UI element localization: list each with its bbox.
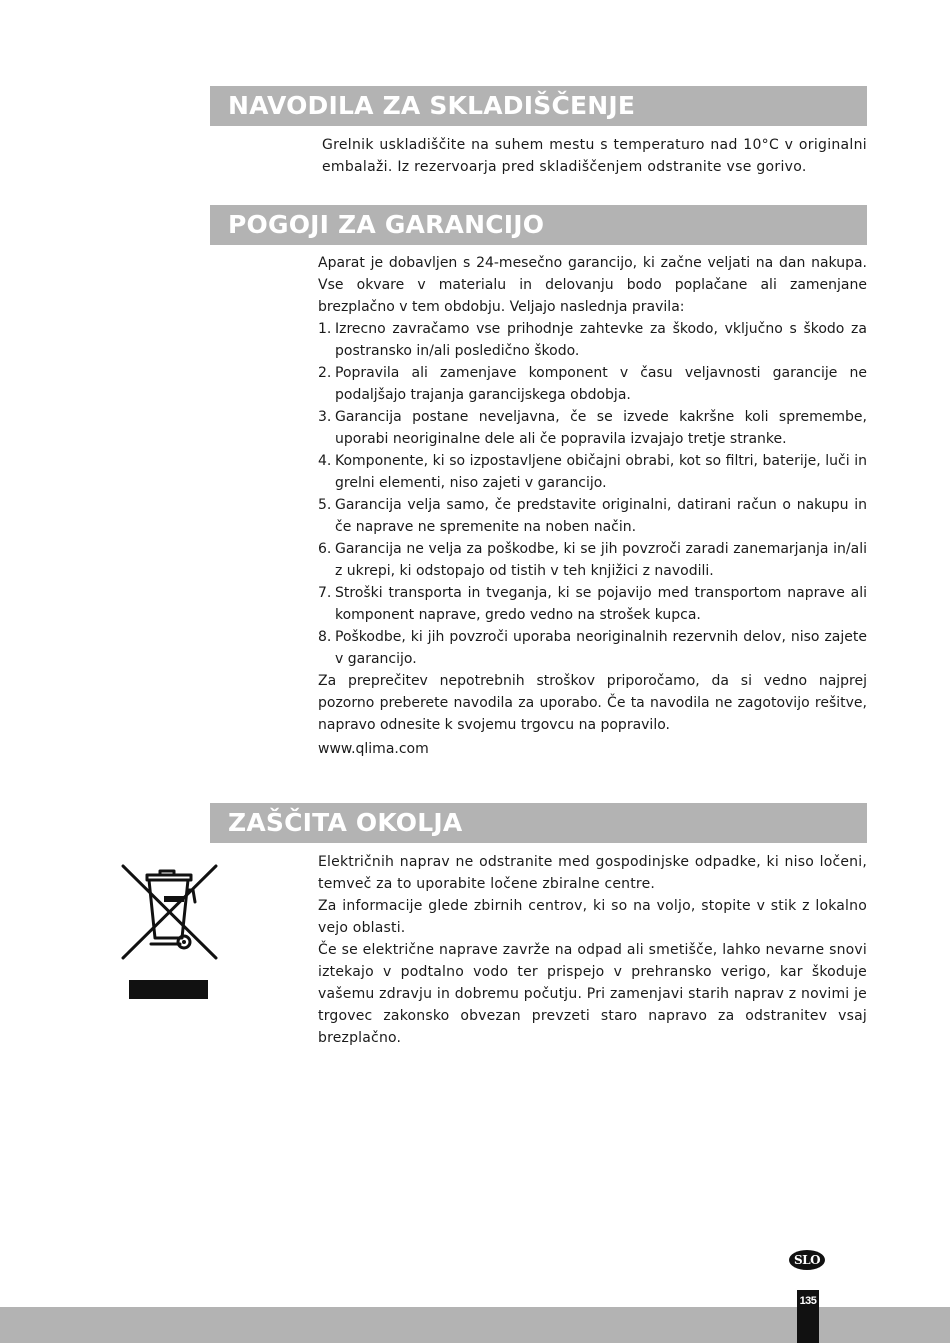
warranty-rule bbox=[318, 494, 867, 538]
rule-text: Izrecno zavračamo vse prihodnje zahtevke za škodo, vključno s škodo za postransko in/ali posledično škodo. bbox=[335, 321, 867, 359]
environment-heading: ZAŠČITA OKOLJA bbox=[210, 803, 867, 843]
warranty-heading: POGOJI ZA GARANCIJO bbox=[210, 205, 867, 245]
warranty-rule bbox=[318, 626, 867, 670]
language-badge: SLO bbox=[789, 1250, 825, 1270]
rule-number: 1. bbox=[318, 321, 332, 337]
environment-paragraph: Za informacije glede zbirnih centrov, ki so na voljo, stopite v stik z lokalno vejo oblasti. bbox=[318, 898, 867, 936]
website-url: www.qlima.com bbox=[318, 741, 429, 757]
storage-paragraph: Grelnik uskladiščite na suhem mestu s temperaturo nad 10°C v originalni embalaži. Iz rezervoarja pred skladiščenjem odstranite vse gorivo. bbox=[322, 137, 867, 175]
warranty-rule bbox=[318, 450, 867, 494]
warranty-intro: Aparat je dobavljen s 24-mesečno garancijo, ki začne veljati na dan nakupa. Vse okvare v materialu in delovanju bodo poplačane ali zamenjane brezplačno v tem obdobju. Veljajo naslednja pravila: bbox=[318, 255, 867, 315]
warranty-rule bbox=[318, 538, 867, 582]
rule-text: Komponente, ki so izpostavljene običajni obrabi, kot so filtri, baterije, luči in grelni elementi, niso zajeti v garancijo. bbox=[335, 453, 867, 491]
rule-text: Garancija postane neveljavna, če se izvede kakršne koli spremembe, uporabi neoriginalne dele ali če popravila izvajajo tretje stranke. bbox=[335, 409, 867, 447]
environment-paragraph: Če se električne naprave zavrže na odpad ali smetišče, lahko nevarne snovi iztekajo v podtalno vodo ter prispejo v prehransko verigo, kar škoduje vašemu zdravju in dobremu počutju. Pri zamenjavi starih naprav z novimi je trgovec zakonsko obvezan prevzeti staro napravo za odstranitev vsaj brezplačno. bbox=[318, 942, 867, 1046]
rule-number: 5. bbox=[318, 497, 332, 513]
rule-number: 8. bbox=[318, 629, 332, 645]
warranty-rule bbox=[318, 362, 867, 406]
storage-heading: NAVODILA ZA SKLADIŠČENJE bbox=[210, 86, 867, 126]
rule-text: Stroški transporta in tveganja, ki se pojavijo med transportom naprave ali komponent naprave, gredo vedno na strošek kupca. bbox=[335, 585, 867, 623]
rule-text: Popravila ali zamenjave komponent v času veljavnosti garancije ne podaljšajo trajanja garancijskega obdobja. bbox=[335, 365, 867, 403]
rule-number: 7. bbox=[318, 585, 332, 601]
storage-text-block bbox=[322, 134, 867, 178]
warranty-closing: Za preprečitev nepotrebnih stroškov priporočamo, da si vedno najprej pozorno preberete navodila za uporabo. Če ta navodila ne zagotovijo rešitve, napravo odnesite k svojemu trgovcu na popravilo. bbox=[318, 673, 867, 733]
warranty-text-block bbox=[318, 252, 867, 760]
rule-number: 6. bbox=[318, 541, 332, 557]
environment-text-block bbox=[318, 851, 867, 1049]
rule-number: 2. bbox=[318, 365, 332, 381]
warranty-rule bbox=[318, 582, 867, 626]
rule-number: 4. bbox=[318, 453, 332, 469]
environment-paragraph: Električnih naprav ne odstranite med gospodinjske odpadke, ki niso ločeni, temveč za to uporabite ločene zbiralne centre. bbox=[318, 854, 867, 892]
rule-text: Garancija velja samo, če predstavite originalni, datirani račun o nakupu in če naprave ne spremenite na noben način. bbox=[335, 497, 867, 535]
rule-number: 3. bbox=[318, 409, 332, 425]
rule-text: Poškodbe, ki jih povzroči uporaba neoriginalnih rezervnih delov, niso zajete v garancijo. bbox=[335, 629, 867, 667]
warranty-rule bbox=[318, 318, 867, 362]
page-number: 135 bbox=[797, 1290, 819, 1343]
warranty-rules-list bbox=[318, 318, 867, 670]
warranty-rule bbox=[318, 406, 867, 450]
crossed-out-wheelie-bin-icon bbox=[118, 862, 222, 1002]
rule-text: Garancija ne velja za poškodbe, ki se jih povzroči zaradi zanemarjanja in/ali z ukrepi, ki odstopajo od tistih v teh knjižici z navodili. bbox=[335, 541, 867, 579]
